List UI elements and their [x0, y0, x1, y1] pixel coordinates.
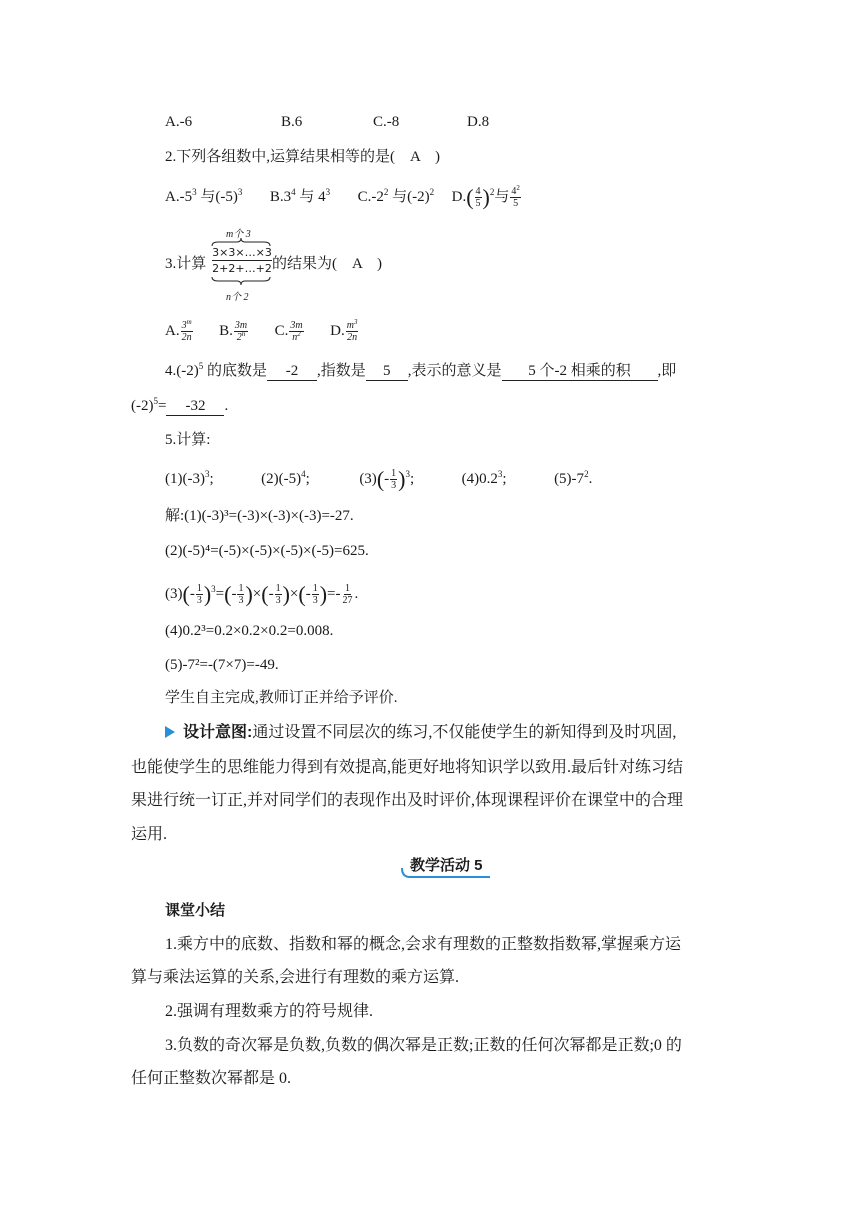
q5-item-4: $(4)0.2^3$;: [461, 468, 507, 487]
q3-options: [165, 320, 359, 343]
solution-1: 解:(1)(-3)³=(-3)×(-3)×(-3)=-27.: [165, 508, 354, 524]
solution-note: 学生自主完成,教师订正并给予评价.: [165, 690, 398, 706]
q2-stem: 2.下列各组数中,运算结果相等的是( A ): [165, 149, 440, 165]
q5-item-3: (3)(- $\frac{1}{3}$ )$^3$;: [359, 466, 415, 492]
q4-base-answer: -2: [267, 362, 317, 381]
summary-p3-line1: 3.负数的奇次幂是负数,负数的偶次幂是正数;正数的任何次幂都是正数;0 的: [165, 1037, 682, 1054]
q3-pre: 3.计算: [165, 256, 207, 272]
q3-bottom-label: n个 2: [226, 292, 249, 303]
q3-numerator: 3×3×…×3: [212, 246, 272, 259]
play-triangle-icon: [165, 726, 175, 738]
q3-top-label: m个 3: [226, 229, 251, 240]
solution-2: (2)(-5)⁴=(-5)×(-5)×(-5)×(-5)=625.: [165, 543, 369, 559]
design-intent-line3: 果进行统一订正,并对同学们的表现作出及时评价,体现课程评价在课堂中的合理: [131, 792, 684, 809]
design-intent-label: 设计意图:: [183, 724, 253, 741]
q3-option-c: C. $\frac{3m}{n^2}$: [274, 320, 303, 343]
solution-4: (4)0.2³=0.2×0.2×0.2=0.008.: [165, 623, 334, 639]
q4-result-answer: -32: [166, 397, 224, 416]
q2-option-b: $B.3^4$ 与 $4^3$: [269, 186, 331, 205]
q5-items: [165, 468, 592, 491]
q3-expression: [210, 225, 272, 305]
q4-meaning-answer: 5 个-2 相乘的积: [502, 362, 658, 381]
activity-title: 教学活动 5: [400, 852, 492, 880]
q5-item-2: $(2)(-5)^4$;: [261, 468, 310, 487]
summary-p1-line2: 算与乘法运算的关系,会进行有理数的乘方运算.: [131, 969, 460, 986]
q1-option-b: B.6: [281, 114, 303, 130]
q4-exponent-answer: 5: [366, 362, 408, 381]
bottom-brace-icon: [210, 276, 272, 286]
activity-underline-icon: [400, 866, 492, 880]
q4-line2: $(-2)^5= -32$ .: [131, 396, 229, 414]
summary-p2: 2.强调有理数乘方的符号规律.: [165, 1003, 374, 1020]
q1-option-a: A.-6: [165, 114, 193, 130]
q2-option-a: $A.-5^3$ 与$(-5)^3$: [165, 186, 243, 205]
solution-3: (3)(- $\frac{1}{3}$ )$^3$=(- $\frac{1}{3}$ )×(- $\frac{1}{3}$ )×(- $\frac{1}{3}$ )=- $\frac{1}{27}$ .: [165, 581, 359, 607]
design-intent-line4: 运用.: [131, 826, 168, 843]
q2-option-c: $C.-2^2$ 与$(-2)^2$: [357, 186, 435, 205]
q3-post: 的结果为( A ): [272, 256, 382, 272]
summary-p1-line1: 1.乘方中的底数、指数和幂的概念,会求有理数的正整数指数幂,掌握乘方运: [165, 936, 682, 953]
summary-heading: 课堂小结: [165, 902, 226, 919]
q5-stem: 5.计算:: [165, 432, 211, 448]
q4-line1: $4.(-2)^5$ 的底数是 -2 ,指数是 5 ,表示的意义是 5 个-2 相乘的积 ,即: [165, 361, 677, 379]
q3-option-b: B. $\frac{3m}{2^n}$: [219, 320, 248, 343]
design-intent-line1: 设计意图:通过设置不同层次的练习,不仅能使学生的新知得到及时巩固,: [165, 723, 676, 743]
q1-option-d: D.8: [467, 114, 490, 130]
q5-item-5: $(5)-7^2$.: [554, 468, 593, 487]
q2-option-d: D.( $\frac{4}{5}$ )$^2$与 $\frac{4^2}{5}$: [451, 184, 520, 210]
summary-p3-line2: 任何正整数次幂都是 0.: [131, 1070, 292, 1087]
q3-denominator: 2+2+…+2: [212, 262, 272, 275]
q5-item-1: $(1)(-3)^3$;: [165, 468, 214, 487]
q3-option-a: A. $\frac{3^m}{2n}$: [165, 318, 192, 343]
q2-options: [165, 186, 522, 209]
design-intent-line2: 也能使学生的思维能力得到有效提高,能更好地将知识学以致用.最后针对练习结: [131, 759, 684, 776]
q1-option-c: C.-8: [373, 114, 400, 130]
q3-option-d: D. $\frac{m^3}{2n}$: [330, 318, 358, 343]
solution-5: (5)-7²=-(7×7)=-49.: [165, 657, 279, 673]
